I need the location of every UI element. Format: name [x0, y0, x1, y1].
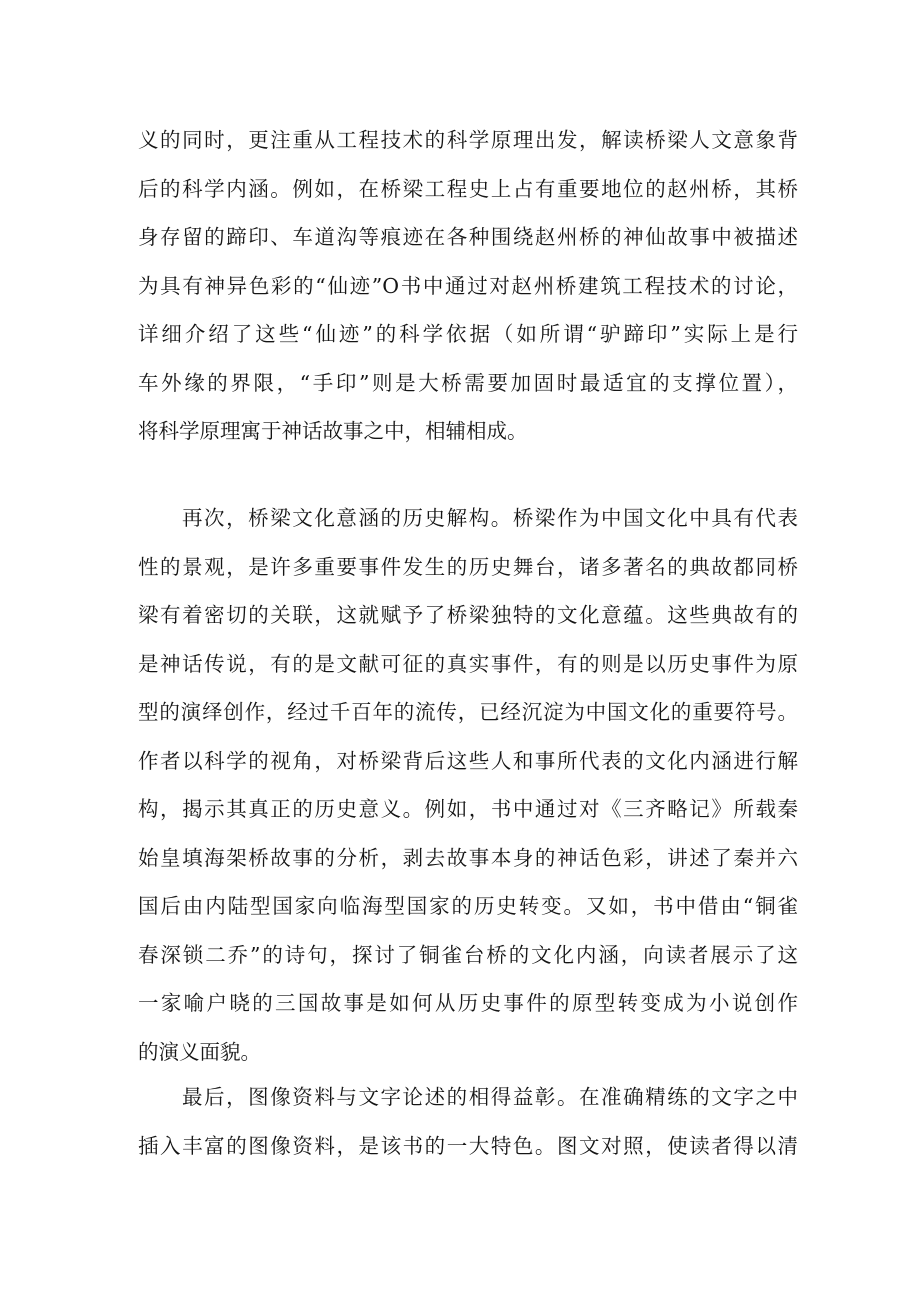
text-line: 后的科学内涵。例如，在桥梁工程史上占有重要地位的赵州桥，其桥	[138, 176, 798, 201]
text-line: 为具有神异色彩的“仙迹”O书中通过对赵州桥建筑工程技术的讨论，	[138, 273, 798, 298]
text-line: 型的演绎创作，经过千百年的流传，已经沉淀为中国文化的重要符号。	[138, 700, 798, 724]
text-line: 再次，桥梁文化意涵的历史解构。桥梁作为中国文化中具有代表	[182, 506, 798, 530]
text-line: 国后由内陆型国家向临海型国家的历史转变。又如，书中借由“铜雀	[138, 894, 798, 918]
text-line: 将科学原理寓于神话故事之中，相辅相成。	[138, 419, 528, 443]
text-line: 性的景观，是许多重要事件发生的历史舞台，诸多著名的典故都同桥	[138, 554, 798, 579]
text-line: 车外缘的界限，“手印”则是大桥需要加固时最适宜的支撑位置），	[138, 370, 798, 395]
text-line: 作者以科学的视角，对桥梁背后这些人和事所代表的文化内涵进行解	[138, 748, 798, 773]
text-line: 构，揭示其真正的历史意义。例如，书中通过对《三齐略记》所载秦	[138, 797, 798, 821]
text-line: 身存留的蹄印、车道沟等痕迹在各种围绕赵州桥的神仙故事中被描述	[138, 225, 798, 249]
text-line: 义的同时，更注重从工程技术的科学原理出发，解读桥梁人文意象背	[138, 128, 798, 152]
text-line: 始皇填海架桥故事的分析，剥去故事本身的神话色彩，讲述了秦并六	[138, 845, 798, 870]
text-line: 一家喻户晓的三国故事是如何从历史事件的原型转变成为小说创作	[138, 991, 798, 1015]
text-line: 插入丰富的图像资料，是该书的一大特色。图文对照，使读者得以清	[138, 1133, 798, 1158]
text-line: 最后，图像资料与文字论述的相得益彰。在准确精练的文字之中	[182, 1085, 798, 1109]
text-line: 春深锁二乔”的诗句，探讨了铜雀台桥的文化内涵，向读者展示了这	[138, 942, 798, 967]
paragraph-historical-deconstruction	[138, 494, 798, 1076]
paragraph-images-and-text	[138, 1073, 798, 1170]
paragraph-zhaozhou-bridge	[138, 116, 798, 456]
text-line: 梁有着密切的关联，这就赋予了桥梁独特的文化意蕴。这些典故有的	[138, 603, 798, 627]
text-line: 详细介绍了这些“仙迹”的科学依据（如所谓“驴蹄印”实际上是行	[138, 322, 798, 346]
text-line: 是神话传说，有的是文献可征的真实事件，有的则是以历史事件为原	[138, 651, 798, 676]
text-line: 的演义面貌。	[138, 1039, 261, 1064]
